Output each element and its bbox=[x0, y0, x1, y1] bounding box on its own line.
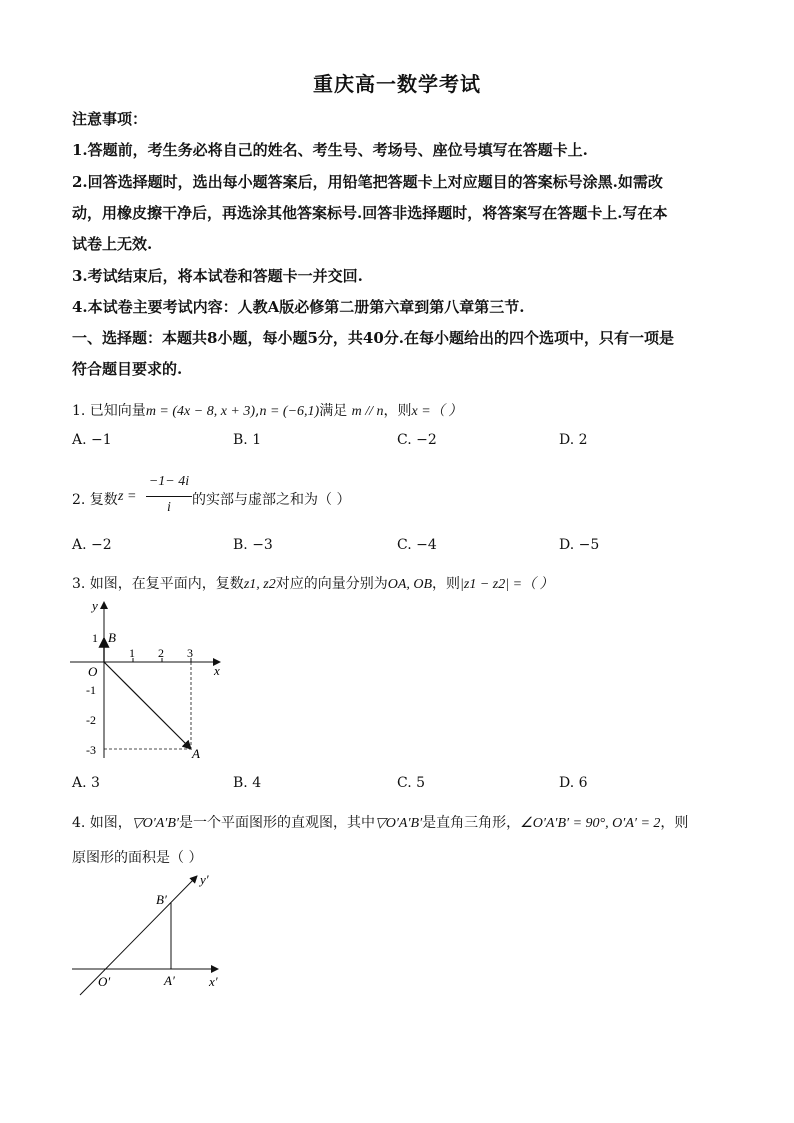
q4-triangle-1: ▽O′A′B′ bbox=[131, 816, 179, 831]
q4-mid: 是一个平面图形的直观图，其中 bbox=[178, 815, 375, 831]
q3-coordinate-figure bbox=[70, 598, 240, 768]
notice-item-1: 1.答题前，考生务必将自己的姓名、考生号、考场号、座位号填写在答题卡上. bbox=[72, 141, 588, 159]
q1-parallel: m // n bbox=[351, 404, 384, 419]
q2-option-b: B. −3 bbox=[233, 537, 273, 553]
notice-heading: 注意事项： bbox=[72, 110, 148, 128]
q3-y-tick-label-1: 1 bbox=[92, 631, 98, 645]
q2-denominator: i bbox=[167, 500, 171, 515]
q2-numerator: −1− 4i bbox=[148, 474, 190, 489]
question-1-stem: 1. 已知向量m = (4x − 8, x + 3),n = (−6,1)满足 m // n，则x =（ ） bbox=[72, 403, 463, 419]
q3-option-a: A. 3 bbox=[72, 775, 100, 791]
q2-prefix: 2. 复数 bbox=[72, 492, 118, 508]
q4-point-b-label: B′ bbox=[156, 892, 167, 907]
q3-vector-oa bbox=[104, 662, 191, 749]
q1-option-d: D. 2 bbox=[559, 432, 588, 448]
page-title: 重庆高一数学考试 bbox=[313, 72, 481, 96]
q3-ask-prefix: ，则 bbox=[432, 576, 461, 592]
q3-text: 3. 如图，在复平面内，复数 bbox=[72, 576, 244, 592]
q3-point-a-label: A bbox=[192, 746, 200, 761]
q3-point-b-label: B bbox=[108, 630, 116, 645]
q4-mid2: 是直角三角形， bbox=[422, 815, 521, 831]
q4-intuitive-figure bbox=[70, 868, 240, 1003]
q3-x-tick-label-3: 3 bbox=[187, 646, 193, 660]
q3-x-label: x bbox=[214, 663, 220, 678]
q2-option-c: C. −4 bbox=[397, 537, 437, 553]
q4-y-label: y′ bbox=[200, 872, 209, 887]
q2-z: z = bbox=[118, 489, 137, 504]
q1-option-c: C. −2 bbox=[397, 432, 437, 448]
q3-x-tick-label-1: 1 bbox=[129, 646, 135, 660]
question-3-stem bbox=[72, 573, 554, 593]
q1-prefix: 1. 已知向量 bbox=[72, 403, 146, 419]
q3-x-tick-label-2: 2 bbox=[158, 646, 164, 660]
q3-y-tick-label-neg2: -2 bbox=[86, 713, 96, 727]
q2-option-d: D. −5 bbox=[559, 537, 600, 553]
q2-suffix: 的实部与虚部之和为（ ） bbox=[192, 492, 351, 508]
q3-mid: 对应的向量分别为 bbox=[275, 576, 388, 592]
q1-vector-n: n = (−6,1) bbox=[259, 404, 320, 419]
notice-item-2-line-2: 动，用橡皮擦干净后，再选涂其他答案标号.回答非选择题时，将答案写在答题卡上.写在本 bbox=[72, 204, 668, 222]
q3-y-tick-label-neg1: -1 bbox=[86, 683, 96, 697]
q4-origin-label: O′ bbox=[98, 974, 111, 989]
question-4-stem-line-1 bbox=[72, 812, 688, 832]
section-heading-line-2: 符合题目要求的. bbox=[72, 360, 183, 378]
q3-option-c: C. 5 bbox=[397, 775, 426, 791]
q4-triangle-2: ▽O′A′B′ bbox=[374, 816, 423, 831]
q3-origin-label: O bbox=[88, 664, 98, 679]
q3-y-tick-label-neg3: -3 bbox=[86, 743, 96, 757]
notice-item-2-line-3: 试卷上无效. bbox=[72, 235, 153, 253]
q3-ask: |z1 − z2| =（ ） bbox=[460, 577, 554, 592]
q1-vector-m: m = (4x − 8, x + 3) bbox=[145, 404, 256, 419]
q2-option-a: A. −2 bbox=[72, 537, 112, 553]
q3-option-d: D. 6 bbox=[559, 775, 588, 791]
notice-item-2-line-1: 2.回答选择题时，选出每小题答案后，用铅笔把答题卡上对应题目的答案标号涂黑.如需改 bbox=[72, 173, 663, 191]
q1-option-b: B. 1 bbox=[233, 432, 262, 448]
q2-fraction-bar bbox=[146, 496, 192, 497]
q4-suffix: ，则 bbox=[660, 815, 689, 831]
q4-point-a-label: A′ bbox=[164, 973, 175, 988]
q4-x-label: x′ bbox=[209, 974, 218, 989]
q1-ask: x =（ ） bbox=[411, 404, 463, 419]
q3-option-b: B. 4 bbox=[233, 775, 262, 791]
q1-suffix: ，则 bbox=[383, 403, 412, 419]
q3-vars: z1, z2 bbox=[243, 577, 276, 592]
section-heading-line-1: 一、选择题：本题共8小题，每小题5分，共40分.在每小题给出的四个选项中，只有一项是 bbox=[72, 329, 674, 347]
q1-option-a: A. −1 bbox=[72, 432, 112, 448]
q1-middle: 满足 bbox=[319, 403, 348, 419]
notice-item-4: 4.本试卷主要考试内容：人教A版必修第二册第六章到第八章第三节. bbox=[72, 298, 525, 316]
q4-condition: ∠O′A′B′ = 90°, O′A′ = 2 bbox=[520, 816, 661, 831]
q3-vectors: OA, OB bbox=[387, 577, 433, 592]
question-4-stem-line-2: 原图形的面积是（ ） bbox=[72, 850, 203, 866]
q4-prefix: 4. 如图， bbox=[72, 815, 132, 831]
q3-y-label: y bbox=[92, 598, 98, 613]
notice-item-3: 3.考试结束后，将本试卷和答题卡一并交回. bbox=[72, 267, 363, 285]
